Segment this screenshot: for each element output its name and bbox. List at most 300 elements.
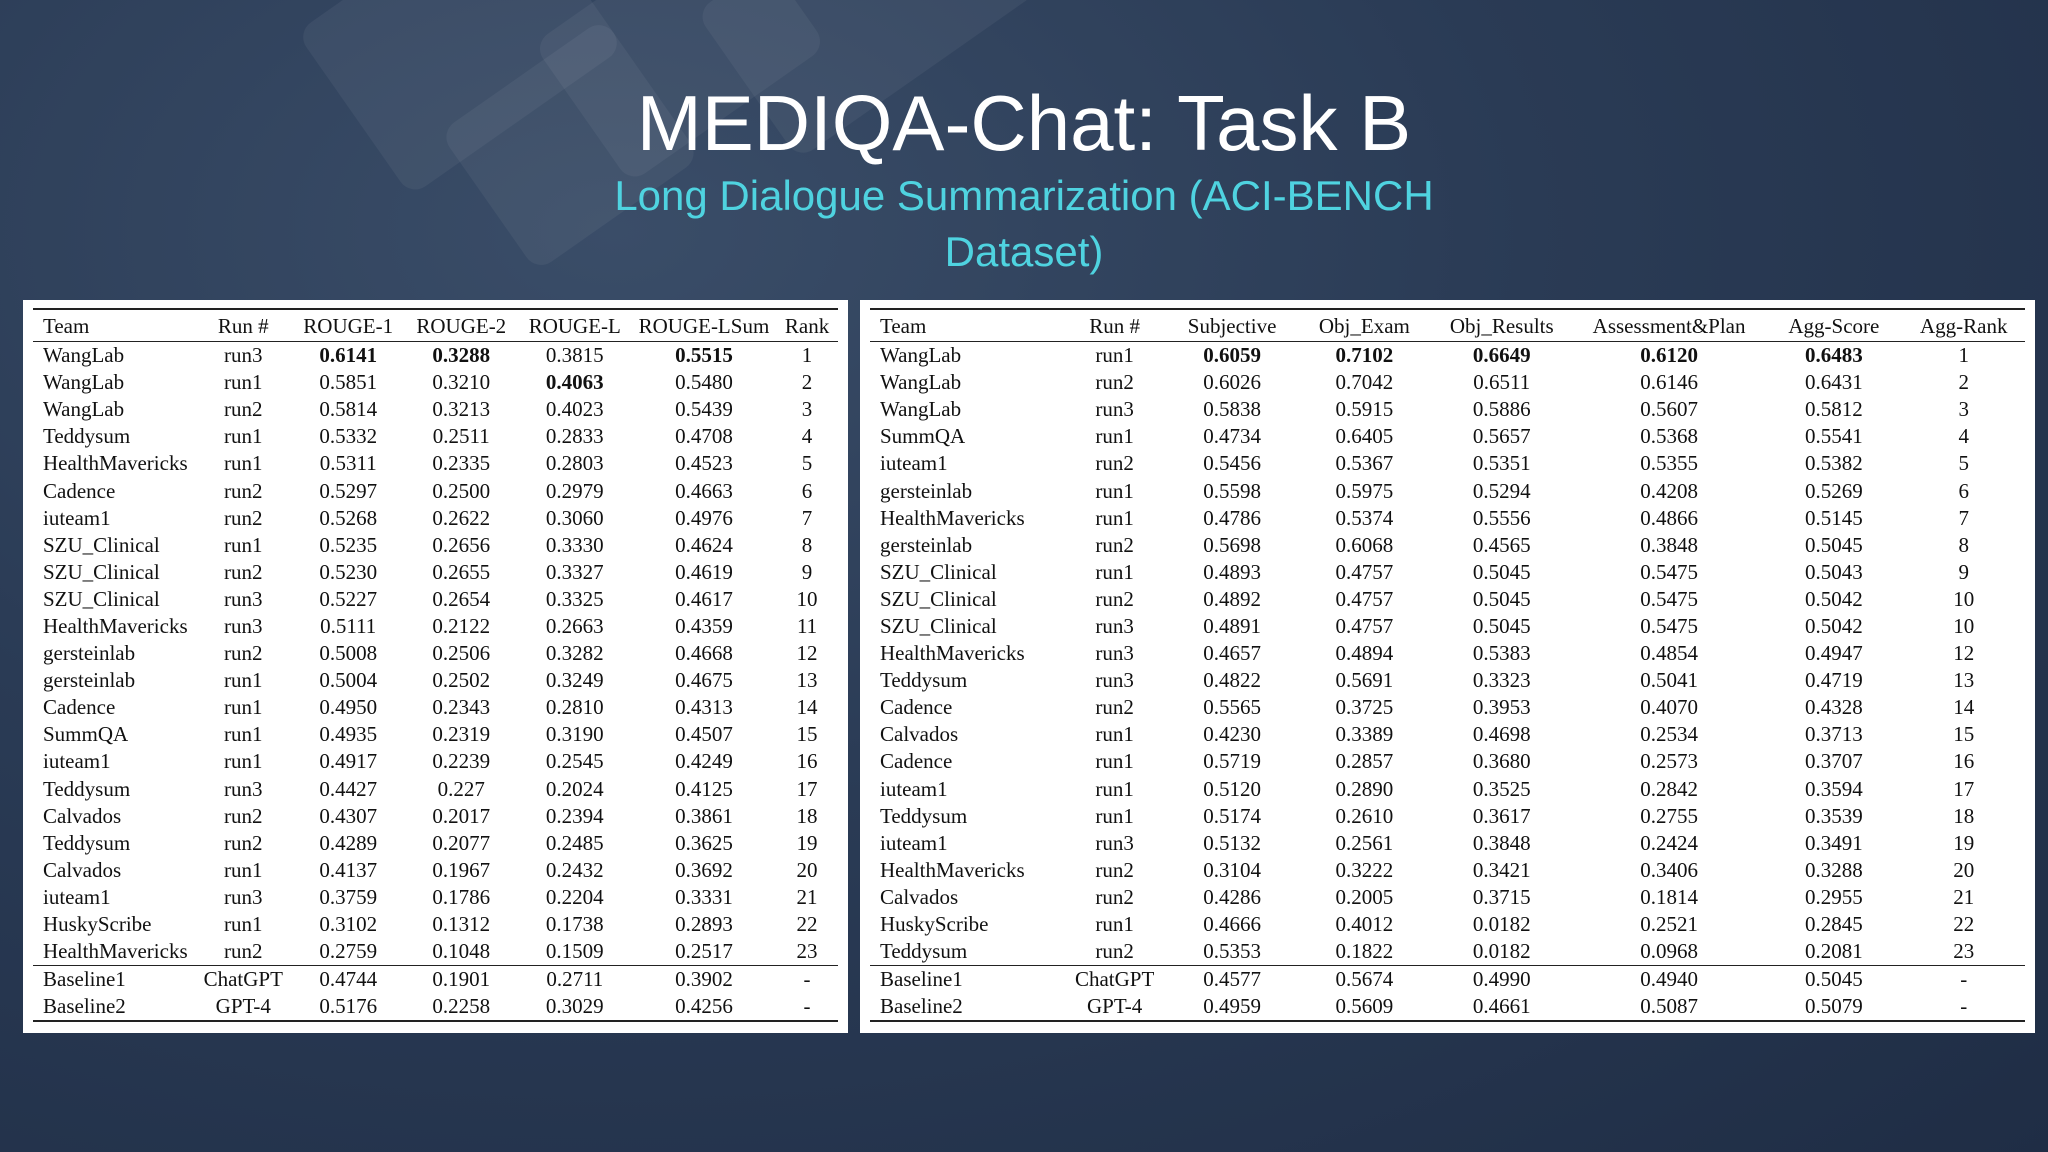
table-cell: run1 bbox=[1095, 912, 1134, 937]
table-cell: 0.3104 bbox=[1203, 857, 1261, 882]
table-cell: WangLab bbox=[43, 343, 125, 368]
table-cell: 0.2517 bbox=[675, 939, 733, 964]
table-cell: 0.2656 bbox=[432, 532, 491, 557]
table-cell: 0.3222 bbox=[1335, 857, 1394, 882]
table-cell: 0.5812 bbox=[1805, 397, 1863, 422]
table-cell: 0.4012 bbox=[1335, 912, 1394, 937]
table-cell: 0.6120 bbox=[1640, 343, 1698, 368]
table-cell: 0.2654 bbox=[432, 586, 491, 611]
table-cell: 0.3421 bbox=[1472, 857, 1531, 882]
table-cell: HealthMavericks bbox=[43, 451, 188, 476]
table-cell: Baseline2 bbox=[33, 993, 195, 1021]
table-cell: 0.2534 bbox=[1640, 722, 1698, 747]
table-cell: 0.1822 bbox=[1335, 939, 1394, 964]
table-cell: Teddysum bbox=[880, 668, 968, 693]
table-cell: 3 bbox=[1958, 397, 1969, 422]
table-cell: WangLab bbox=[43, 397, 125, 422]
table-row bbox=[870, 748, 2025, 775]
table-cell: 14 bbox=[1953, 695, 1975, 720]
table-cell: 0.5374 bbox=[1335, 505, 1394, 530]
table-cell: 1 bbox=[1958, 343, 1969, 368]
table-cell: 0.5886 bbox=[1472, 397, 1531, 422]
table-cell: 0.3389 bbox=[1335, 722, 1394, 747]
table-cell: 0.5087 bbox=[1573, 993, 1765, 1021]
table-cell: run2 bbox=[1095, 370, 1134, 395]
table-cell: 0.1048 bbox=[432, 939, 491, 964]
table-cell: Teddysum bbox=[43, 830, 131, 855]
table-cell: run2 bbox=[1095, 695, 1134, 720]
table-cell: 0.2511 bbox=[432, 424, 490, 449]
table-cell: 0.5541 bbox=[1805, 424, 1863, 449]
table-cell: 0.5311 bbox=[319, 451, 377, 476]
table-row bbox=[33, 586, 838, 613]
table-cell: 0.4565 bbox=[1472, 532, 1531, 557]
table-cell: run3 bbox=[1095, 397, 1134, 422]
table-cell: 0.5439 bbox=[675, 397, 733, 422]
table-cell: 0.4208 bbox=[1640, 478, 1698, 503]
table-row bbox=[870, 369, 2025, 396]
table-cell: 0.5079 bbox=[1765, 993, 1902, 1021]
table-row bbox=[870, 423, 2025, 450]
table-cell: 0.2663 bbox=[545, 613, 604, 638]
table-cell: 0.3190 bbox=[545, 722, 604, 747]
column-header: Run # bbox=[1063, 309, 1166, 342]
column-header: Agg-Score bbox=[1765, 309, 1902, 342]
table-cell: run2 bbox=[224, 559, 263, 584]
table-cell: 0.2857 bbox=[1335, 749, 1394, 774]
table-row bbox=[33, 830, 838, 857]
table-cell: GPT-4 bbox=[195, 993, 292, 1021]
table-cell: 0.3029 bbox=[518, 993, 632, 1021]
table-cell: 0.3323 bbox=[1472, 668, 1531, 693]
table-cell: 13 bbox=[796, 668, 818, 693]
table-cell: 0.2759 bbox=[319, 939, 378, 964]
table-cell: 0.4286 bbox=[1203, 884, 1261, 909]
table-cell: 0.3288 bbox=[1805, 857, 1863, 882]
table-cell: 0.5368 bbox=[1640, 424, 1698, 449]
table-row bbox=[33, 938, 838, 966]
baseline-row bbox=[870, 993, 2025, 1021]
column-header: ROUGE-L bbox=[518, 309, 632, 342]
table-cell: 21 bbox=[796, 884, 818, 909]
table-cell: 15 bbox=[796, 722, 818, 747]
table-cell: Baseline2 bbox=[870, 993, 1063, 1021]
table-cell: 10 bbox=[1953, 586, 1975, 611]
table-cell: 0.5355 bbox=[1640, 451, 1698, 476]
table-cell: run3 bbox=[224, 613, 263, 638]
table-cell: run2 bbox=[1095, 857, 1134, 882]
table-cell: 0.2024 bbox=[545, 776, 604, 801]
table-cell: 0.4990 bbox=[1431, 966, 1573, 994]
table-cell: 0.4959 bbox=[1166, 993, 1298, 1021]
table-cell: 0.3060 bbox=[545, 505, 604, 530]
table-cell: 0.2979 bbox=[545, 478, 604, 503]
table-cell: 0.4892 bbox=[1203, 586, 1261, 611]
table-cell: run1 bbox=[1095, 478, 1134, 503]
table-cell: 0.5045 bbox=[1472, 559, 1531, 584]
table-cell: 0.3848 bbox=[1640, 532, 1698, 557]
table-row bbox=[870, 477, 2025, 504]
table-cell: 9 bbox=[801, 559, 813, 584]
table-cell: 11 bbox=[796, 613, 818, 638]
table-row bbox=[33, 803, 838, 830]
table-cell: 0.4666 bbox=[1203, 912, 1261, 937]
table-cell: run1 bbox=[1095, 343, 1134, 368]
table-cell: HealthMavericks bbox=[43, 939, 188, 964]
table-cell: 5 bbox=[1958, 451, 1969, 476]
table-cell: 0.5042 bbox=[1805, 613, 1863, 638]
table-cell: SZU_Clinical bbox=[43, 532, 160, 557]
table-cell: 0.4675 bbox=[675, 668, 733, 693]
table-cell: Teddysum bbox=[43, 424, 131, 449]
column-header: Agg-Rank bbox=[1903, 309, 2026, 342]
table-cell: 0.5367 bbox=[1335, 451, 1394, 476]
table-cell: iuteam1 bbox=[43, 749, 111, 774]
table-cell: 0.4063 bbox=[545, 370, 604, 395]
table-cell: 0.3692 bbox=[675, 857, 733, 882]
table-cell: 0.1312 bbox=[432, 912, 491, 937]
table-cell: 0.5111 bbox=[320, 613, 377, 638]
table-row bbox=[870, 694, 2025, 721]
table-cell: run3 bbox=[224, 343, 263, 368]
table-row bbox=[870, 505, 2025, 532]
table-cell: 0.2394 bbox=[545, 803, 604, 828]
column-header: Obj_Results bbox=[1431, 309, 1573, 342]
table-cell: run2 bbox=[1095, 532, 1134, 557]
table-cell: 0.0182 bbox=[1472, 912, 1531, 937]
table-cell: 0.5719 bbox=[1203, 749, 1261, 774]
table-row bbox=[33, 423, 838, 450]
table-cell: 0.4137 bbox=[319, 857, 378, 882]
table-cell: 0.3953 bbox=[1472, 695, 1531, 720]
table-cell: 0.2239 bbox=[432, 749, 491, 774]
table-cell: run1 bbox=[224, 424, 263, 449]
table-cell: gersteinlab bbox=[880, 478, 973, 503]
table-row bbox=[870, 613, 2025, 640]
subtitle-line-2: Dataset) bbox=[944, 228, 1104, 275]
table-cell: 0.6146 bbox=[1640, 370, 1698, 395]
table-cell: 0.3617 bbox=[1472, 803, 1531, 828]
table-cell: Calvados bbox=[880, 884, 959, 909]
table-cell: 0.3707 bbox=[1805, 749, 1863, 774]
table-cell: 0.5268 bbox=[319, 505, 378, 530]
table-cell: 20 bbox=[796, 857, 818, 882]
table-cell: iuteam1 bbox=[880, 776, 948, 801]
table-cell: 0.3861 bbox=[675, 803, 733, 828]
table-cell: 0.4668 bbox=[675, 641, 733, 666]
table-cell: run3 bbox=[1095, 830, 1134, 855]
table-row bbox=[33, 721, 838, 748]
table-cell: 0.5045 bbox=[1765, 966, 1902, 994]
table-row bbox=[33, 613, 838, 640]
table-row bbox=[33, 477, 838, 504]
table-cell: 15 bbox=[1953, 722, 1975, 747]
table-cell: 0.5176 bbox=[292, 993, 405, 1021]
column-header: Rank bbox=[776, 309, 838, 342]
table-cell: run1 bbox=[224, 912, 263, 937]
table-cell: 0.4757 bbox=[1335, 613, 1394, 638]
table-cell: 0.2890 bbox=[1335, 776, 1394, 801]
table-cell: 0.5269 bbox=[1805, 478, 1863, 503]
table-row bbox=[33, 532, 838, 559]
table-row bbox=[33, 396, 838, 423]
column-header: Run # bbox=[195, 309, 292, 342]
column-header: Assessment&Plan bbox=[1573, 309, 1765, 342]
table-cell: Calvados bbox=[43, 803, 122, 828]
table-cell: 0.6068 bbox=[1335, 532, 1394, 557]
table-cell: 0.6483 bbox=[1805, 343, 1863, 368]
table-cell: 0.4624 bbox=[675, 532, 733, 557]
table-cell: 0.2893 bbox=[675, 912, 733, 937]
table-cell: 0.3539 bbox=[1805, 803, 1863, 828]
table-cell: 0.5235 bbox=[319, 532, 378, 557]
table-row bbox=[870, 342, 2025, 370]
table-cell: HealthMavericks bbox=[880, 857, 1025, 882]
table-cell: 0.5915 bbox=[1335, 397, 1394, 422]
table-cell: 0.6649 bbox=[1472, 343, 1531, 368]
table-cell: 0.6511 bbox=[1473, 370, 1531, 395]
table-cell: 0.1901 bbox=[405, 966, 518, 994]
table-row bbox=[870, 803, 2025, 830]
table-cell: 0.5227 bbox=[319, 586, 378, 611]
table-cell: SZU_Clinical bbox=[43, 559, 160, 584]
table-cell: 0.2755 bbox=[1640, 803, 1698, 828]
table-cell: 0.4507 bbox=[675, 722, 733, 747]
table-cell: Teddysum bbox=[880, 939, 968, 964]
table-cell: 21 bbox=[1953, 884, 1975, 909]
table-cell: 0.5174 bbox=[1203, 803, 1261, 828]
table-cell: 0.1786 bbox=[432, 884, 491, 909]
table-cell: Baseline1 bbox=[33, 966, 195, 994]
table-cell: HealthMavericks bbox=[880, 505, 1025, 530]
slide-title: MEDIQA-Chat: Task B bbox=[636, 79, 1412, 167]
table-cell: run2 bbox=[224, 397, 263, 422]
table-cell: 8 bbox=[801, 532, 813, 557]
table-cell: ChatGPT bbox=[195, 966, 292, 994]
table-cell: 0.5120 bbox=[1203, 776, 1261, 801]
table-cell: 0.3331 bbox=[675, 884, 733, 909]
table-cell: Cadence bbox=[43, 478, 116, 503]
table-cell: 0.5698 bbox=[1203, 532, 1261, 557]
table-cell: run1 bbox=[1095, 505, 1134, 530]
table-cell: 0.5565 bbox=[1203, 695, 1261, 720]
table-cell: 0.5382 bbox=[1805, 451, 1863, 476]
table-cell: run3 bbox=[224, 776, 263, 801]
table-cell: 0.2506 bbox=[432, 641, 491, 666]
table-cell: run1 bbox=[224, 532, 263, 557]
table-cell: 0.6026 bbox=[1203, 370, 1261, 395]
table-row bbox=[33, 694, 838, 721]
table-cell: 0.3680 bbox=[1472, 749, 1531, 774]
table-row bbox=[870, 640, 2025, 667]
table-cell: 0.4617 bbox=[675, 586, 733, 611]
baseline-row bbox=[33, 993, 838, 1021]
table-cell: 0.3848 bbox=[1472, 830, 1531, 855]
table-cell: 0.5042 bbox=[1805, 586, 1863, 611]
table-cell: 0.3325 bbox=[545, 586, 604, 611]
table-cell: 22 bbox=[1953, 912, 1975, 937]
table-cell: 17 bbox=[796, 776, 818, 801]
table-cell: 20 bbox=[1953, 857, 1975, 882]
table-cell: HealthMavericks bbox=[880, 641, 1025, 666]
table-cell: 0.2077 bbox=[432, 830, 491, 855]
table-cell: 0.5004 bbox=[319, 668, 378, 693]
table-cell: 0.5691 bbox=[1335, 668, 1394, 693]
table-row bbox=[33, 369, 838, 396]
baseline-row bbox=[33, 966, 838, 994]
table-cell: SZU_Clinical bbox=[880, 559, 997, 584]
table-cell: 0.2833 bbox=[545, 424, 604, 449]
table-cell: 4 bbox=[1958, 424, 1969, 449]
table-cell: run1 bbox=[224, 370, 263, 395]
table-cell: run3 bbox=[1095, 613, 1134, 638]
table-cell: 0.3759 bbox=[319, 884, 378, 909]
table-cell: Teddysum bbox=[43, 776, 131, 801]
table-cell: 0.3288 bbox=[432, 343, 491, 368]
table-cell: 0.3491 bbox=[1805, 830, 1863, 855]
table-row bbox=[33, 559, 838, 586]
table-cell: 10 bbox=[1953, 613, 1975, 638]
table-cell: 0.2810 bbox=[545, 695, 604, 720]
table-cell: 4 bbox=[801, 424, 813, 449]
table-cell: run2 bbox=[1095, 884, 1134, 909]
table-cell: 0.5475 bbox=[1640, 586, 1698, 611]
table-cell: 0.4289 bbox=[319, 830, 378, 855]
table-cell: 0.5383 bbox=[1472, 641, 1531, 666]
table-cell: ChatGPT bbox=[1063, 966, 1166, 994]
table-cell: 7 bbox=[801, 505, 813, 530]
table-cell: 0.1814 bbox=[1640, 884, 1698, 909]
table-row bbox=[870, 938, 2025, 966]
table-cell: iuteam1 bbox=[880, 451, 948, 476]
table-cell: Cadence bbox=[880, 695, 953, 720]
table-cell: 0.4976 bbox=[675, 505, 733, 530]
table-cell: 23 bbox=[1953, 939, 1975, 964]
table-cell: 0.5045 bbox=[1472, 586, 1531, 611]
table-cell: 0.2343 bbox=[432, 695, 491, 720]
table-cell: 0.5851 bbox=[319, 370, 378, 395]
table-cell: 0.2842 bbox=[1640, 776, 1698, 801]
table-row bbox=[870, 532, 2025, 559]
rouge-results-table bbox=[33, 308, 838, 1022]
table-cell: 0.2005 bbox=[1335, 884, 1394, 909]
table-cell: WangLab bbox=[880, 343, 962, 368]
table-cell: 0.3102 bbox=[319, 912, 378, 937]
aggregate-results-panel bbox=[860, 300, 2035, 1033]
table-cell: 0.2017 bbox=[432, 803, 491, 828]
table-cell: 0.2655 bbox=[432, 559, 491, 584]
table-cell: 0.2711 bbox=[518, 966, 632, 994]
table-cell: WangLab bbox=[43, 370, 125, 395]
table-cell: 0.4894 bbox=[1335, 641, 1394, 666]
table-cell: run1 bbox=[224, 857, 263, 882]
table-cell: 18 bbox=[1953, 803, 1975, 828]
table-cell: 0.5556 bbox=[1472, 505, 1531, 530]
table-cell: 0.0968 bbox=[1640, 939, 1698, 964]
table-cell: 0.2845 bbox=[1805, 912, 1863, 937]
table-cell: 0.2500 bbox=[432, 478, 491, 503]
table-cell: 0.4523 bbox=[675, 451, 733, 476]
table-cell: 6 bbox=[1958, 478, 1969, 503]
table-cell: HealthMavericks bbox=[43, 613, 188, 638]
table-cell: run1 bbox=[1095, 722, 1134, 747]
table-header-row bbox=[33, 309, 838, 342]
table-cell: 0.5456 bbox=[1203, 451, 1261, 476]
table-cell: 7 bbox=[1958, 505, 1969, 530]
table-cell: 0.4935 bbox=[319, 722, 378, 747]
table-cell: SZU_Clinical bbox=[880, 613, 997, 638]
column-header: ROUGE-LSum bbox=[632, 309, 776, 342]
table-cell: 0.5607 bbox=[1640, 397, 1698, 422]
table-cell: 0.5609 bbox=[1298, 993, 1430, 1021]
table-cell: 0.5045 bbox=[1805, 532, 1863, 557]
table-cell: 0.2521 bbox=[1640, 912, 1698, 937]
table-cell: Teddysum bbox=[880, 803, 968, 828]
table-cell: run2 bbox=[224, 939, 263, 964]
table-cell: run1 bbox=[1095, 424, 1134, 449]
table-row bbox=[33, 505, 838, 532]
table-cell: 0.6431 bbox=[1805, 370, 1863, 395]
table-row bbox=[33, 640, 838, 667]
table-cell: 12 bbox=[1953, 641, 1975, 666]
table-row bbox=[33, 884, 838, 911]
table-cell: 19 bbox=[796, 830, 818, 855]
table-cell: 0.3815 bbox=[545, 343, 604, 368]
table-cell: 0.5515 bbox=[675, 343, 733, 368]
table-row bbox=[33, 911, 838, 938]
table-cell: run3 bbox=[1095, 668, 1134, 693]
table-cell: 0.4757 bbox=[1335, 559, 1394, 584]
table-cell: SZU_Clinical bbox=[43, 586, 160, 611]
table-cell: 22 bbox=[796, 912, 818, 937]
table-row bbox=[870, 559, 2025, 586]
table-cell: 17 bbox=[1953, 776, 1975, 801]
table-cell: 0.2545 bbox=[545, 749, 604, 774]
table-row bbox=[870, 830, 2025, 857]
table-row bbox=[870, 586, 2025, 613]
table-cell: 0.5598 bbox=[1203, 478, 1261, 503]
table-row bbox=[33, 776, 838, 803]
table-cell: 0.3249 bbox=[545, 668, 604, 693]
table-cell: 0.4719 bbox=[1805, 668, 1863, 693]
table-cell: 0.227 bbox=[437, 776, 485, 801]
table-cell: 6 bbox=[801, 478, 813, 503]
column-header: ROUGE-1 bbox=[292, 309, 405, 342]
table-cell: GPT-4 bbox=[1063, 993, 1166, 1021]
table-cell: 0.5332 bbox=[319, 424, 378, 449]
table-cell: 0.2561 bbox=[1335, 830, 1394, 855]
table-cell: 0.4698 bbox=[1472, 722, 1531, 747]
table-cell: 0.4249 bbox=[675, 749, 733, 774]
table-cell: 0.4657 bbox=[1203, 641, 1261, 666]
table-cell: 0.5041 bbox=[1640, 668, 1698, 693]
table-row bbox=[870, 857, 2025, 884]
table-row bbox=[870, 776, 2025, 803]
table-cell: run2 bbox=[224, 803, 263, 828]
table-cell: 0.4125 bbox=[675, 776, 733, 801]
table-cell: iuteam1 bbox=[43, 884, 111, 909]
table-cell: 0.6405 bbox=[1335, 424, 1394, 449]
table-cell: 0.4230 bbox=[1203, 722, 1261, 747]
table-cell: 0.4854 bbox=[1640, 641, 1698, 666]
table-cell: iuteam1 bbox=[43, 505, 111, 530]
table-cell: WangLab bbox=[880, 370, 962, 395]
table-cell: run2 bbox=[224, 505, 263, 530]
table-cell: 0.5480 bbox=[675, 370, 733, 395]
table-cell: 0.4893 bbox=[1203, 559, 1261, 584]
table-cell: 0.4663 bbox=[675, 478, 733, 503]
table-cell: 0.1509 bbox=[545, 939, 604, 964]
